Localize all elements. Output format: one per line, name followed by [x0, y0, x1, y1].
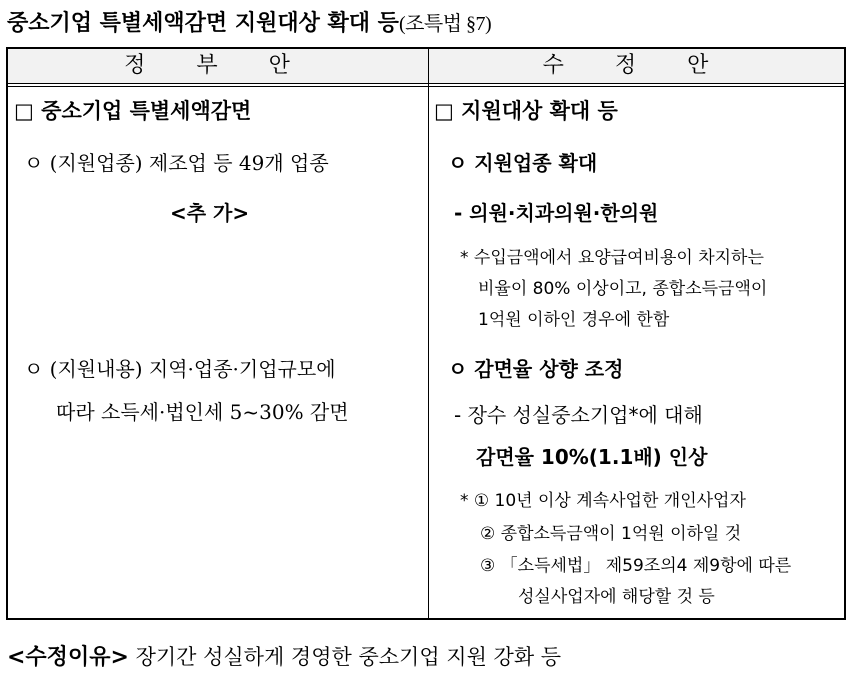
- comparison-table: [6, 47, 846, 620]
- header-government-proposal: 정 부 안: [8, 49, 428, 83]
- right-sub-longstanding-line2: 감면율 10%(1.1배) 인상: [476, 445, 708, 469]
- right-note1-line1: * 수입금액에서 요양급여비용이 차지하는: [460, 248, 764, 268]
- header-divider-top: [8, 83, 844, 84]
- left-item-content-line2: 따라 소득세·법인세 5~30% 감면: [56, 400, 349, 424]
- left-heading: □ 중소기업 특별세액감면: [14, 99, 252, 123]
- right-sub-longstanding-line1: - 장수 성실중소기업*에 대해: [454, 403, 703, 427]
- revision-reason-label: <수정이유>: [7, 645, 129, 670]
- left-item-industries: ㅇ (지원업종) 제조업 등 49개 업종: [24, 151, 329, 175]
- right-note2-line4: 성실사업자에 해당할 것 등: [518, 587, 715, 607]
- revision-reason: [7, 640, 561, 671]
- revision-reason-text: 장기간 성실하게 경영한 중소기업 지원 강화 등: [135, 645, 562, 669]
- column-divider: [428, 49, 429, 618]
- right-note1-line3: 1억원 이하인 경우에 한함: [478, 310, 670, 330]
- page-title: [7, 6, 491, 37]
- right-note2-line2: ② 종합소득금액이 1억원 이하일 것: [480, 524, 742, 544]
- right-item-industry-expansion: ㅇ 지원업종 확대: [448, 151, 598, 175]
- header-divider-bottom: [8, 86, 844, 87]
- right-heading: □ 지원대상 확대 등: [434, 99, 618, 123]
- right-note2-line3: ③ 「소득세법」 제59조의4 제9항에 따른: [480, 556, 792, 576]
- title-main: 중소기업 특별세액감면 지원대상 확대 등: [7, 11, 399, 36]
- left-add-marker: <추 가>: [170, 201, 250, 225]
- right-sub-clinics: - 의원·치과의원·한의원: [454, 201, 659, 225]
- header-revised-proposal: 수 정 안: [429, 49, 844, 83]
- left-item-content-line1: ㅇ (지원내용) 지역·업종·기업규모에: [24, 357, 336, 381]
- right-item-rate-increase: ㅇ 감면율 상향 조정: [448, 357, 624, 381]
- right-note1-line2: 비율이 80% 이상이고, 종합소득금액이: [478, 279, 768, 299]
- title-law-reference: (조특법 §7): [398, 13, 492, 35]
- right-note2-line1: * ① 10년 이상 계속사업한 개인사업자: [460, 491, 746, 511]
